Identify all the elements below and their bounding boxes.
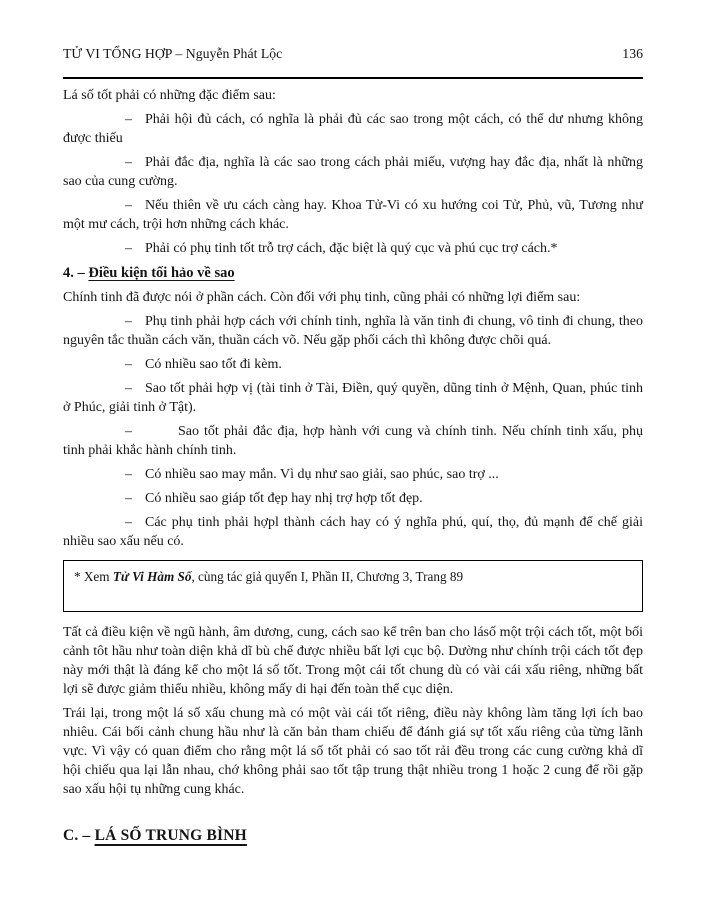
running-header <box>63 44 643 63</box>
heading-title: LÁ SỐ TRUNG BÌNH <box>94 827 247 844</box>
heading-number: C. – <box>63 827 95 844</box>
bullet-marker: – <box>125 424 132 439</box>
bullet-item <box>63 465 643 484</box>
heading-number: 4. – <box>63 265 89 281</box>
bullet-item <box>63 513 643 551</box>
section-heading-c <box>63 826 643 845</box>
bullet-text: Có nhiều sao may mắn. Vì dụ như sao giải, sao phúc, sao trợ ... <box>145 467 499 482</box>
bullet-item <box>63 355 643 374</box>
bullet-marker: – <box>125 491 132 506</box>
bullet-marker: – <box>125 314 132 329</box>
bullet-item <box>63 153 643 191</box>
paragraph-phu-tinh: Chính tinh đã được nói ở phần cách. Còn đối với phụ tinh, cũng phải có những lợi điểm sau: <box>63 290 581 305</box>
bullet-text: Sao tốt phải đắc địa, hợp hành với cung và chính tinh. Nếu chính tinh xấu, phụ tinh phải khắc hành chính tinh. <box>63 424 643 458</box>
bullet-text: Sao tốt phải hợp vị (tài tinh ở Tài, Điền, quý quyền, dũng tinh ở Mệnh, Quan, phúc tinh ở Phúc, giải tinh ở Tật). <box>63 381 643 415</box>
bullet-item <box>63 489 643 508</box>
bullet-item <box>63 196 643 234</box>
bullet-text: Phải đắc địa, nghĩa là các sao trong cách phải miếu, vượng hay đắc địa, nhất là những sao của cung cường. <box>63 155 643 189</box>
heading-title: Điều kiện tối hảo về sao <box>88 265 235 281</box>
bullet-marker: – <box>125 515 132 530</box>
bullet-text: Nếu thiên về ưu cách càng hay. Khoa Tử-Vi có xu hướng coi Tử, Phủ, vũ, Tương như một mư cách, trội hơn những cách khác. <box>63 198 643 232</box>
page-number: 136 <box>622 46 643 61</box>
bullet-marker: – <box>125 467 132 482</box>
header-title: TỬ VI TỔNG HỢP – Nguyễn Phát Lộc <box>63 46 283 61</box>
bullet-marker: – <box>125 381 132 396</box>
paragraph-trailai: Trái lại, trong một lá số xấu chung mà có một vài cái tốt riêng, điều này không làm tăng lợi ích bao nhiêu. Cái bối cảnh chung hầu như là căn bản tham chiếu để đánh giá sự tốt xấu riêng của từng lãnh vực. Vì vậy có quan điểm cho rằng một lá số tốt phải có sao tốt rải đều trong các cung cường khả dĩ hội chiếu qua lại lẫn nhau, chớ không phải sao tốt tập trung thật nhiều trong 1 hoặc 2 cung để rồi gặp sao xấu hội tụ những cung khác. <box>63 706 643 797</box>
bullet-item <box>63 239 643 258</box>
bullet-marker: – <box>125 198 132 213</box>
bullet-item <box>63 110 643 148</box>
bullet-text: Các phụ tinh phải hợpl thành cách hay có ý nghĩa phú, quí, thọ, đủ mạnh để chế giải nhiều sao xấu nếu có. <box>63 515 643 549</box>
footnote-prefix: * Xem <box>74 569 113 584</box>
intro-paragraph: Lá số tốt phải có những đặc điểm sau: <box>63 88 276 103</box>
bullet-item <box>63 422 643 460</box>
footnote-box <box>63 560 643 612</box>
bullet-text: Phụ tinh phải hợp cách với chính tinh, nghĩa là văn tinh đi chung, vô tinh đi chung, theo nguyên tắc thuần cách văn, thuần cách võ. Nếu gặp phối cách thì không được chõi quá. <box>63 314 643 348</box>
header-rule <box>63 77 643 79</box>
bullet-marker: – <box>125 357 132 372</box>
paragraph-tatca: Tất cả điều kiện về ngũ hành, âm dương, cung, cách sao kể trên ban cho lásố một trội cách tốt, một bối cảnh tôt hầu như toàn diện khả dĩ bù chế được nhiều bất lợi cục bộ. Dường như chính trội cách tốt đẹp này mới thật là đáng kể cho một lá số tốt. Trong một cái tốt chung dù có vài cái xấu riêng, những bất lợi sẽ được giảm thiểu nhiều, không mấy di hại đến toàn thể cục diện. <box>63 625 643 697</box>
footnote-rest: , cùng tác giả quyển I, Phần II, Chương 3, Trang 89 <box>191 569 464 584</box>
bullet-marker: – <box>125 112 132 127</box>
footnote-book-title: Tử Vi Hàm Số <box>112 569 192 584</box>
bullet-marker: – <box>125 155 132 170</box>
bullet-item <box>63 312 643 350</box>
bullet-marker: – <box>125 241 132 256</box>
bullet-text: Có nhiều sao giáp tốt đẹp hay nhị trợ hợp tốt đẹp. <box>145 491 423 506</box>
bullet-item <box>63 379 643 417</box>
bullet-text: Phải có phụ tinh tốt trỗ trợ cách, đặc biệt là quý cục và phú cục trợ cách.* <box>145 241 558 256</box>
bullet-text: Phải hội đủ cách, có nghĩa là phải đủ các sao trong một cách, có thể dư nhưng không được thiếu <box>63 112 643 146</box>
bullet-text: Có nhiều sao tốt đi kèm. <box>145 357 282 372</box>
section-heading-4 <box>63 264 643 283</box>
